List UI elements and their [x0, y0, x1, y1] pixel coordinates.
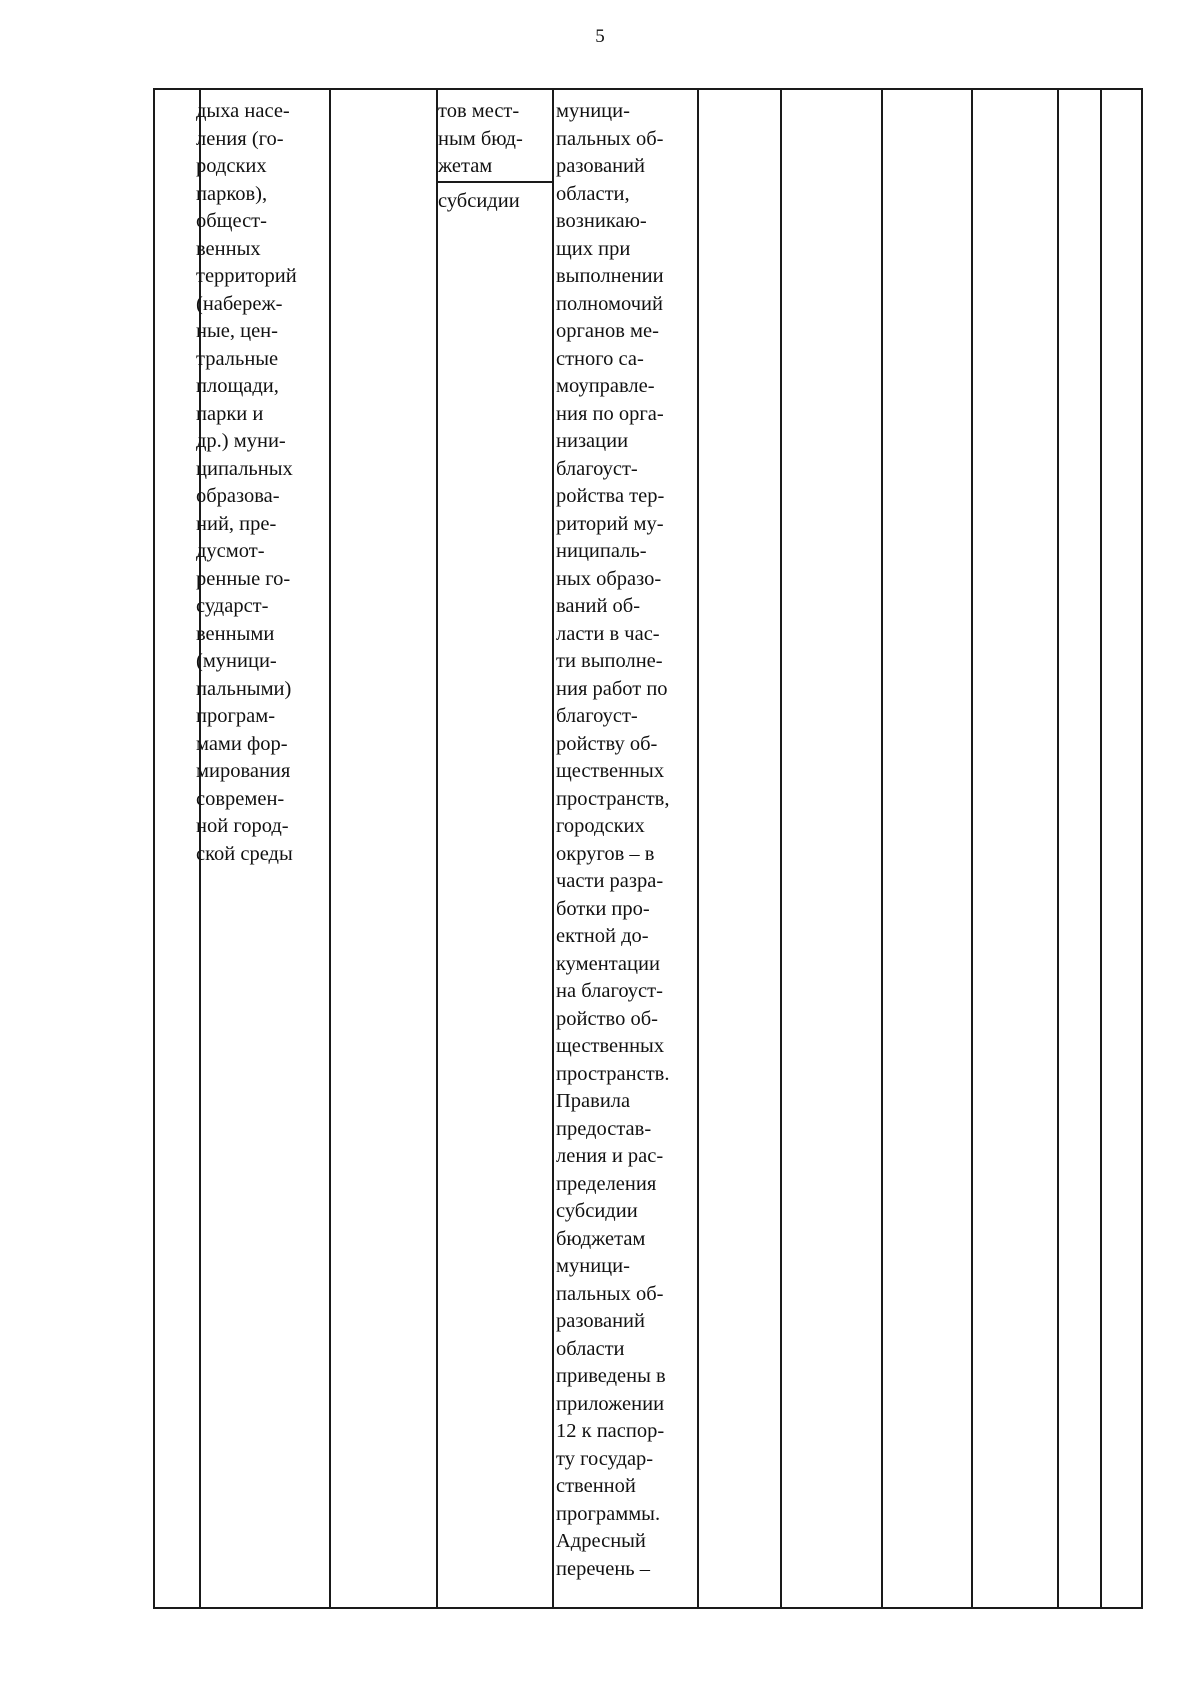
table-top-border — [153, 88, 1143, 90]
subcell-divider — [436, 181, 552, 183]
column-border-8 — [881, 88, 883, 1608]
column-border-5 — [552, 88, 554, 1608]
column-border-3 — [329, 88, 331, 1608]
page-number: 5 — [595, 26, 605, 47]
column-border-9 — [971, 88, 973, 1608]
table-bottom-border — [153, 1607, 1143, 1609]
column-border-10 — [1057, 88, 1059, 1608]
column-border-11 — [1100, 88, 1102, 1608]
column-border-12 — [1141, 88, 1143, 1608]
column-border-6 — [697, 88, 699, 1608]
cell-type-bottom: субсидии — [438, 190, 520, 212]
column-border-1 — [153, 88, 155, 1608]
cell-name: дыха насе- ления (го- родских парков), общест- венных территорий (набереж- ные, цен- тральные площади, парки и др.) муни- ципальных образова- ний, пре- дусмот- ренные го- сударст- венными (муници- пальными) програм- мами фор- мирования современ- ной город- ской среды — [196, 100, 297, 865]
cell-description: муници- пальных об- разований области, возникаю- щих при выполнении полномочий органов ме- стного са- моуправле- ния по орга- низации благоуст- ройства тер- риторий му- ниципаль- ных образо- ваний об- ласти в час- ти выполне- ния работ по благоуст- ройству об- щественных пространств, городских округов – в части разра- ботки про- ектной до- кументации на благоуст- ройство об- щественных пространств. Правила предостав- ления и рас- пределения субсидии бюджетам муници- пальных об- разований области приведены в приложении 12 к паспор- ту государ- ственной программы. Адресный перечень – — [556, 100, 670, 1580]
column-border-4 — [436, 88, 438, 1608]
cell-type-top: тов мест- ным бюд- жетам — [438, 100, 523, 177]
column-border-7 — [780, 88, 782, 1608]
